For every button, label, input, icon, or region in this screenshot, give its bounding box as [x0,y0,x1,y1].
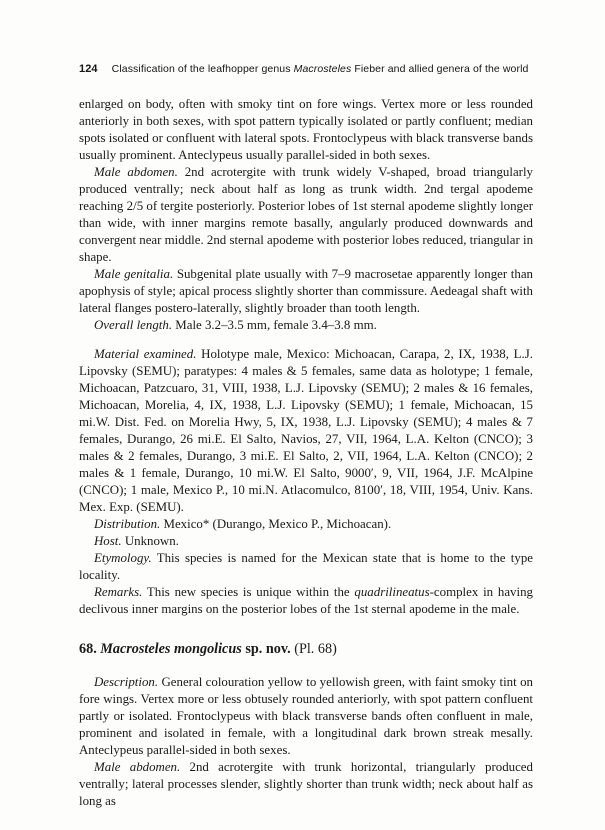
running-header [79,63,537,75]
paragraph-lead-label: Description. [94,675,159,689]
paragraph-host [79,533,533,550]
paragraph-lead-label: Overall length. [94,318,173,332]
species-heading-plate-ref: (Pl. 68) [294,641,337,657]
paragraph-text: Subgenital plate usually with 7–9 macrosetae apparently longer than apophysis of style; apical process slightly shorter than commissure. Aedeagal shaft with lateral flanges postero-laterally, slightly broader than tooth length. [79,267,533,315]
paragraph-remarks [79,584,533,618]
paragraph-text: enlarged on body, often with smoky tint on fore wings. Vertex more or less rounded anteriorly in both sexes, with spot pattern typically isolated or partly confluent; median spots isolated or confluent with lateral spots. Frontoclypeus with black transverse bands usually prominent. Anteclypeus usually parallel-sided in both sexes. [79,97,533,162]
paragraph-etymology [79,550,533,584]
paragraph-description [79,674,533,759]
paragraph-text: Unknown. [124,534,179,548]
paragraph-male-genitalia [79,266,533,317]
paragraph-lead-label: Etymology. [94,551,152,565]
running-title [112,63,529,75]
italic-species-term: quadrilineatus [354,585,430,599]
paragraph-lead-label: Remarks. [94,585,143,599]
running-title-post: Fieber and allied genera of the world [351,63,529,75]
paragraph-text: Holotype male, Mexico: Michoacan, Carapa, 2, IX, 1938, L.J. Lipovsky (SEMU); paratypes: 4 males & 5 females, same data as holotype; 1 female, Michoacan, Patzcuaro, 31, VIII, 1938, L.J. Lipovsky (SEMU); 2 males & 16 females, Michoacan, Morelia, 4, IX, 1938, L.J. Lipovsky (SEMU); 1 female, Michoacan, 15 mi.W. Dist. Fed. on Morelia Hwy, 5, IX, 1938, L.J. Lipovsky (SEMU); 4 males & 7 females, Durango, 26 mi.E. El Salto, Navios, 27, VII, 1964, L.A. Kelton (CNCO); 3 males & 2 females, Durango, 3 mi.E. El Salto, 2, VII, 1964, L.A. Kelton (CNCO); 2 males & 1 female, Durango, 10 mi.W. El Salto, 9000′, 9, VII, 1964, J.F. McAlpine (CNCO); 1 male, Mexico P., 10 mi.N. Atlacomulco, 8100′, 18, VIII, 1954, Univ. Kans. Mex. Exp. (SEMU). [79,347,533,514]
paragraph-lead-label: Male abdomen. [94,165,178,179]
species-heading-status: sp. nov. [245,641,291,657]
paragraph-lead-label: Host. [94,534,122,548]
page-body [79,96,533,810]
running-title-pre: Classification of the leafhopper genus [111,63,294,75]
paragraph-lead-label: Material examined. [94,347,197,361]
species-heading [79,641,533,658]
paragraph-text: Mexico* (Durango, Mexico P., Michoacan). [163,517,392,531]
paragraph-male-abdomen [79,164,533,266]
paragraph-text: -complex in having declivous inner margins on the posterior lobes of the 1st sternal apodeme in the male. [79,585,533,616]
paragraph-continuation [79,96,533,164]
paragraph-lead-label: Male abdomen. [94,760,181,774]
paragraph-text: This species is named for the Mexican state that is home to the type locality. [79,551,533,582]
paragraph-text: This new species is unique within the [146,585,355,599]
paragraph-overall-length [79,317,533,334]
species-heading-name: Macrosteles mongolicus [100,641,242,657]
paragraph-distribution [79,516,533,533]
paragraph-text: 2nd acrotergite with trunk horizontal, triangularly produced ventrally; lateral processes slender, slightly shorter than trunk width; neck about half as long as [79,760,533,808]
paragraph-lead-label: Male genitalia. [94,267,174,281]
page-number: 124 [79,63,98,75]
species-heading-number: 68. [79,641,97,657]
paragraph-text: General colouration yellow to yellowish green, with faint smoky tint on fore wings. Vertex more or less obtusely rounded anteriorly, with spot pattern confluent partly or isolated. Frontoclypeus with black transverse bands often confluent in male, prominent and isolated in female, with a longitudinal dark brown streak mesally. Anteclypeus parallel-sided in both sexes. [79,675,533,757]
paragraph-male-abdomen-2 [79,759,533,810]
running-title-genus: Macrosteles [293,63,352,75]
paragraph-material-examined [79,346,533,516]
paragraph-lead-label: Distribution. [94,517,161,531]
paragraph-text: 2nd acrotergite with trunk widely V-shaped, broad triangularly produced ventrally; neck about half as long as trunk width. 2nd tergal apodeme reaching 2/5 of tergite posteriorly. Posterior lobes of 1st sternal apodeme slightly longer than wide, with inner margins remote basally, angularly produced downwards and convergent near middle. 2nd sternal apodeme with posterior lobes reduced, triangular in shape. [79,165,534,264]
paragraph-text: Male 3.2–3.5 mm, female 3.4–3.8 mm. [175,318,377,332]
